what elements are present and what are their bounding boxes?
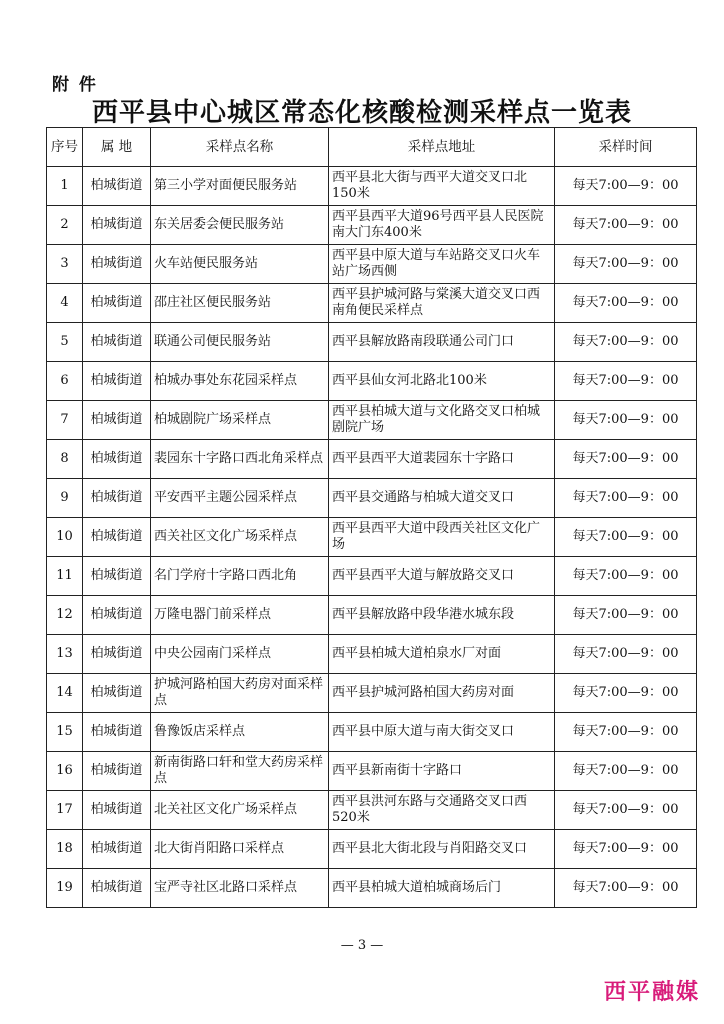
cell-address: 西平县仙女河北路北100米	[329, 362, 555, 401]
table-row	[47, 440, 697, 479]
table-row	[47, 791, 697, 830]
cell-site-name: 名门学府十字路口西北角	[151, 557, 329, 596]
cell-site-name: 第三小学对面便民服务站	[151, 167, 329, 206]
cell-number: 15	[47, 713, 83, 752]
cell-address: 西平县北大街与西平大道交叉口北150米	[329, 167, 555, 206]
cell-site-name: 西关社区文化广场采样点	[151, 518, 329, 557]
cell-district: 柏城街道	[83, 791, 151, 830]
cell-site-name: 鲁豫饭店采样点	[151, 713, 329, 752]
table-row	[47, 518, 697, 557]
cell-address: 西平县解放路中段华港水城东段	[329, 596, 555, 635]
cell-time: 每天7:00—9：00	[555, 596, 697, 635]
table-row	[47, 713, 697, 752]
cell-district: 柏城街道	[83, 206, 151, 245]
cell-district: 柏城街道	[83, 752, 151, 791]
cell-time: 每天7:00—9：00	[555, 674, 697, 713]
cell-site-name: 裴园东十字路口西北角采样点	[151, 440, 329, 479]
cell-district: 柏城街道	[83, 713, 151, 752]
cell-address: 西平县柏城大道柏泉水厂对面	[329, 635, 555, 674]
cell-address: 西平县北大街北段与肖阳路交叉口	[329, 830, 555, 869]
cell-district: 柏城街道	[83, 362, 151, 401]
cell-site-name: 柏城办事处东花园采样点	[151, 362, 329, 401]
cell-number: 5	[47, 323, 83, 362]
table-row	[47, 674, 697, 713]
cell-number: 16	[47, 752, 83, 791]
cell-number: 11	[47, 557, 83, 596]
cell-site-name: 中央公园南门采样点	[151, 635, 329, 674]
cell-district: 柏城街道	[83, 830, 151, 869]
cell-site-name: 新南街路口轩和堂大药房采样点	[151, 752, 329, 791]
cell-site-name: 东关居委会便民服务站	[151, 206, 329, 245]
cell-district: 柏城街道	[83, 518, 151, 557]
cell-time: 每天7:00—9：00	[555, 557, 697, 596]
cell-site-name: 宝严寺社区北路口采样点	[151, 869, 329, 908]
cell-time: 每天7:00—9：00	[555, 167, 697, 206]
cell-district: 柏城街道	[83, 596, 151, 635]
cell-site-name: 护城河路柏国大药房对面采样点	[151, 674, 329, 713]
cell-time: 每天7:00—9：00	[555, 362, 697, 401]
cell-time: 每天7:00—9：00	[555, 440, 697, 479]
cell-time: 每天7:00—9：00	[555, 713, 697, 752]
cell-address: 西平县新南街十字路口	[329, 752, 555, 791]
cell-number: 17	[47, 791, 83, 830]
cell-address: 西平县柏城大道柏城商场后门	[329, 869, 555, 908]
table-row	[47, 596, 697, 635]
cell-site-name: 联通公司便民服务站	[151, 323, 329, 362]
cell-district: 柏城街道	[83, 323, 151, 362]
column-header-time: 采样时间	[555, 128, 697, 167]
cell-address: 西平县护城河路柏国大药房对面	[329, 674, 555, 713]
column-header-number: 序号	[47, 128, 83, 167]
cell-time: 每天7:00—9：00	[555, 323, 697, 362]
cell-number: 3	[47, 245, 83, 284]
table-row	[47, 323, 697, 362]
cell-district: 柏城街道	[83, 869, 151, 908]
cell-district: 柏城街道	[83, 401, 151, 440]
cell-time: 每天7:00—9：00	[555, 752, 697, 791]
cell-time: 每天7:00—9：00	[555, 401, 697, 440]
cell-address: 西平县中原大道与南大街交叉口	[329, 713, 555, 752]
cell-time: 每天7:00—9：00	[555, 869, 697, 908]
cell-address: 西平县洪河东路与交通路交叉口西520米	[329, 791, 555, 830]
cell-number: 2	[47, 206, 83, 245]
cell-district: 柏城街道	[83, 167, 151, 206]
table-row	[47, 362, 697, 401]
cell-time: 每天7:00—9：00	[555, 284, 697, 323]
cell-address: 西平县护城河路与棠溪大道交叉口西南角便民采样点	[329, 284, 555, 323]
cell-number: 13	[47, 635, 83, 674]
cell-district: 柏城街道	[83, 674, 151, 713]
cell-address: 西平县西平大道与解放路交叉口	[329, 557, 555, 596]
table-row	[47, 752, 697, 791]
cell-address: 西平县柏城大道与文化路交叉口柏城剧院广场	[329, 401, 555, 440]
cell-district: 柏城街道	[83, 479, 151, 518]
cell-site-name: 北关社区文化广场采样点	[151, 791, 329, 830]
cell-number: 14	[47, 674, 83, 713]
cell-number: 19	[47, 869, 83, 908]
table-row	[47, 479, 697, 518]
cell-time: 每天7:00—9：00	[555, 518, 697, 557]
cell-address: 西平县西平大道96号西平县人民医院南大门东400米	[329, 206, 555, 245]
cell-address: 西平县西平大道中段西关社区文化广场	[329, 518, 555, 557]
cell-site-name: 邵庄社区便民服务站	[151, 284, 329, 323]
cell-number: 4	[47, 284, 83, 323]
cell-district: 柏城街道	[83, 245, 151, 284]
cell-site-name: 万隆电器门前采样点	[151, 596, 329, 635]
column-header-address: 采样点地址	[329, 128, 555, 167]
cell-site-name: 平安西平主题公园采样点	[151, 479, 329, 518]
cell-site-name: 柏城剧院广场采样点	[151, 401, 329, 440]
page-number: — 3 —	[340, 938, 384, 953]
cell-site-name: 火车站便民服务站	[151, 245, 329, 284]
cell-address: 西平县西平大道裴园东十字路口	[329, 440, 555, 479]
cell-time: 每天7:00—9：00	[555, 791, 697, 830]
table-row	[47, 401, 697, 440]
table-row	[47, 635, 697, 674]
cell-address: 西平县交通路与柏城大道交叉口	[329, 479, 555, 518]
cell-district: 柏城街道	[83, 557, 151, 596]
cell-district: 柏城街道	[83, 635, 151, 674]
cell-time: 每天7:00—9：00	[555, 830, 697, 869]
table-row	[47, 557, 697, 596]
table-row	[47, 869, 697, 908]
table-row	[47, 284, 697, 323]
table-row	[47, 245, 697, 284]
cell-address: 西平县解放路南段联通公司门口	[329, 323, 555, 362]
cell-address: 西平县中原大道与车站路交叉口火车站广场西侧	[329, 245, 555, 284]
cell-number: 8	[47, 440, 83, 479]
page-title: 西平县中心城区常态化核酸检测采样点一览表	[91, 98, 632, 128]
cell-time: 每天7:00—9：00	[555, 245, 697, 284]
cell-time: 每天7:00—9：00	[555, 479, 697, 518]
cell-time: 每天7:00—9：00	[555, 635, 697, 674]
cell-number: 18	[47, 830, 83, 869]
table-row	[47, 206, 697, 245]
cell-number: 6	[47, 362, 83, 401]
cell-number: 9	[47, 479, 83, 518]
table-row	[47, 167, 697, 206]
table-header-row	[47, 128, 697, 167]
column-header-district: 属 地	[83, 128, 151, 167]
cell-district: 柏城街道	[83, 440, 151, 479]
cell-number: 12	[47, 596, 83, 635]
cell-number: 7	[47, 401, 83, 440]
cell-time: 每天7:00—9：00	[555, 206, 697, 245]
cell-district: 柏城街道	[83, 284, 151, 323]
table-row	[47, 830, 697, 869]
watermark-logo: 西平融媒	[603, 980, 700, 1005]
column-header-site-name: 采样点名称	[151, 128, 329, 167]
cell-number: 10	[47, 518, 83, 557]
attachment-label: 附 件	[52, 75, 98, 95]
cell-site-name: 北大街肖阳路口采样点	[151, 830, 329, 869]
cell-number: 1	[47, 167, 83, 206]
sampling-sites-table	[46, 127, 697, 908]
